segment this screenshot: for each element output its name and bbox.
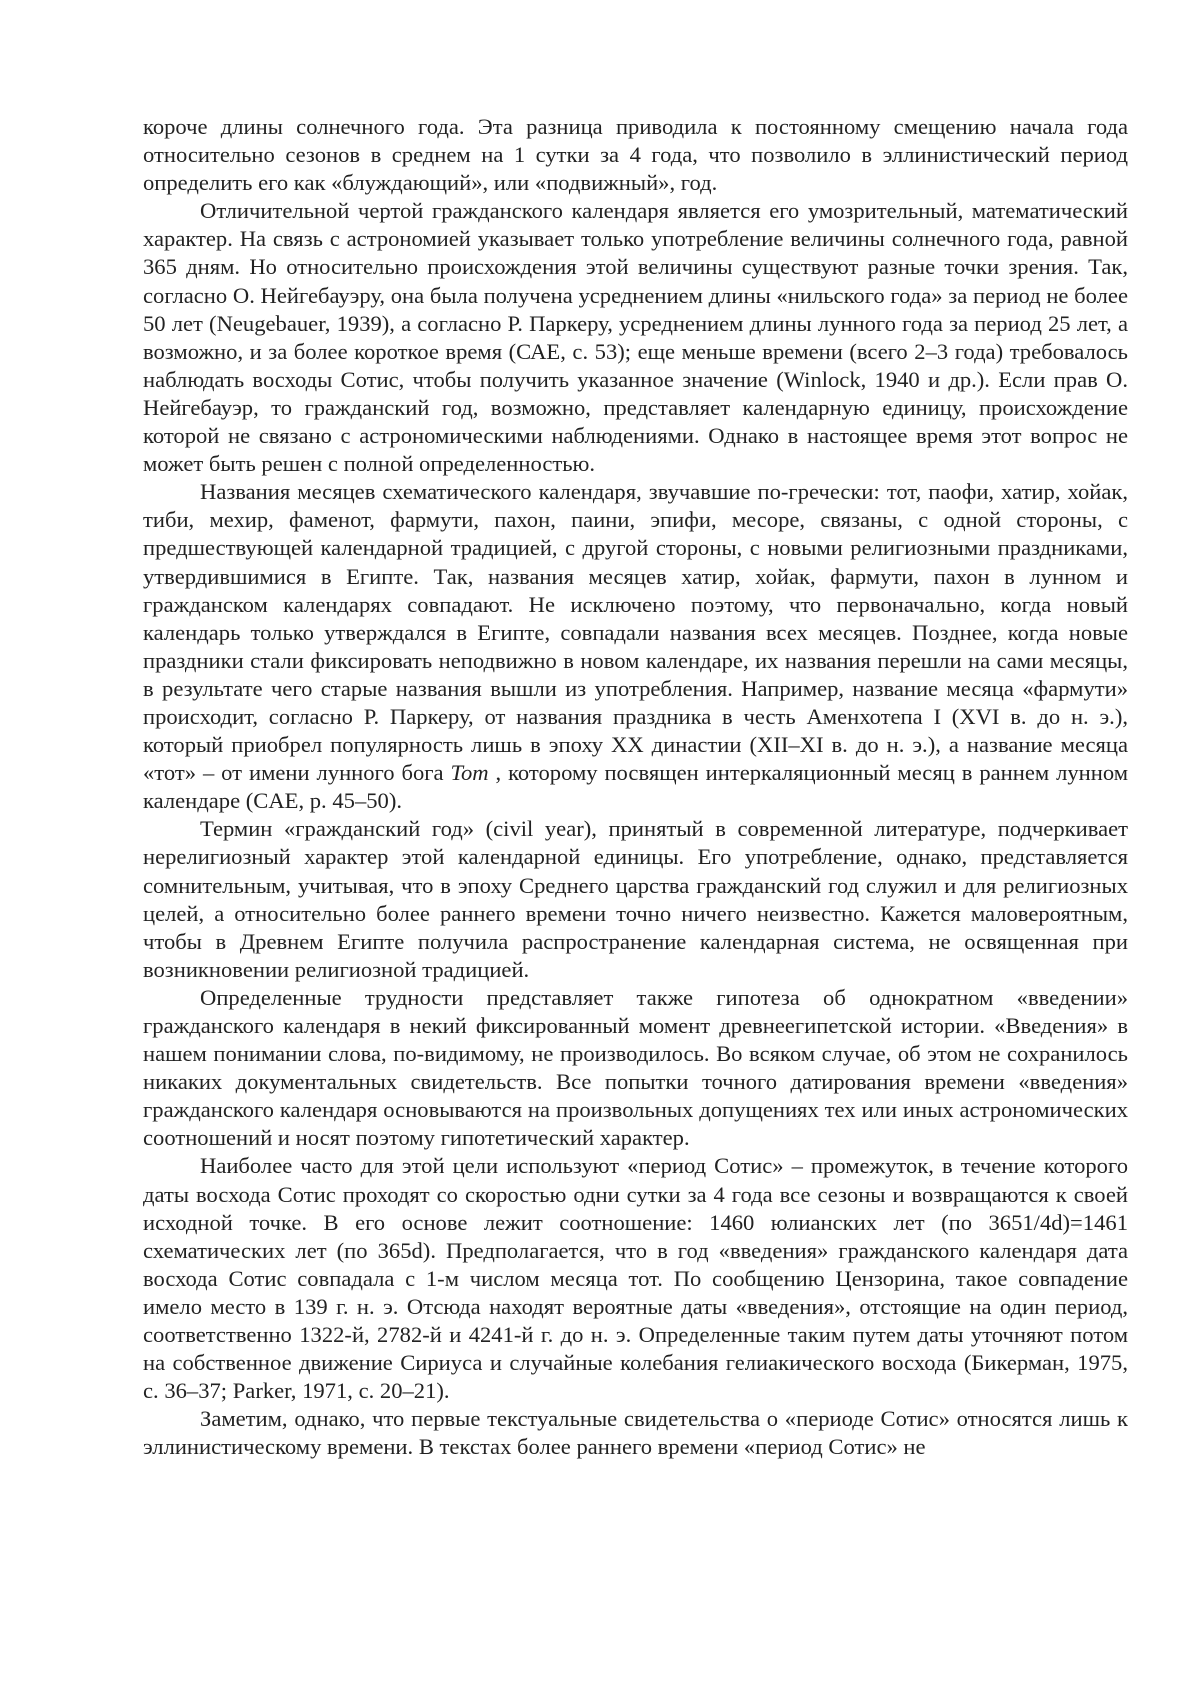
paragraph-1: короче длины солнечного года. Эта разница приводила к постоянному смещению начала года относительно сезонов в среднем на 1 сутки за 4 года, что позволило в эллинистический период определить его как «блуждающий», или «подвижный», год. — [143, 114, 1128, 196]
paragraph-3-text-before: Названия месяцев схематического календаря, звучавшие по-гречески: тот, паофи, хатир, хойак, тиби, мехир, фаменот, фармути, пахон, паини, эпифи, месоре, связаны, с одной стороны, с предшествующей календарной традицией, с другой стороны, с новыми религиозными праздниками, утвердившимися в Египте. Так, названия месяцев хатир, хойак, фармути, пахон в лунном и гражданском календарях совпадают. Не исключено поэтому, что первоначально, когда новый календарь только утверждался в Египте, совпадали названия всех месяцев. Позднее, когда новые праздники стали фиксировать неподвижно в новом календаре, их названия перешли на сами месяцы, в результате чего старые названия вышли из употребления. Например, название месяца «фармути» происходит, согласно Р. Паркеру, от названия праздника в честь Аменхотепа I (XVI в. до н. э.), который приобрел популярность лишь в эпоху XX династии (XII–XI в. до н. э.), а название месяца «тот» – от имени лунного бога — [143, 479, 1128, 786]
paragraph-3 — [143, 478, 1128, 815]
paragraph-2: Отличительной чертой гражданского календаря является его умозрительный, математический характер. На связь с астрономией указывает только употребление величины солнечного года, равной 365 дням. Но относительно происхождения этой величины существуют разные точки зрения. Так, согласно О. Нейгебауэру, она была получена усреднением длины «нильского года» за период не более 50 лет (Neugebauer, 1939), а согласно Р. Паркеру, усреднением длины лунного года за период 25 лет, а возможно, и за более короткое время (САЕ, с. 53); еще меньше времени (всего 2–3 года) требовалось наблюдать восходы Сотис, чтобы получить указанное значение (Winlock, 1940 и др.). Если прав О. Нейгебауэр, то гражданский год, возможно, представляет календарную единицу, происхождение которой не связано с астрономическими наблюдениями. Однако в настоящее время этот вопрос не может быть решен с полной определенностью. — [143, 198, 1128, 477]
paragraph-3-italic-name: Tom — [450, 760, 489, 786]
paragraph-4: Термин «гражданский год» (civil year), принятый в современной литературе, подчеркивает нерелигиозный характер этой календарной единицы. Его употребление, однако, представляется сомнительным, учитывая, что в эпоху Среднего царства гражданский год служил и для религиозных целей, а относительно более раннего времени точно ничего неизвестно. Кажется маловероятным, чтобы в Древнем Египте получила распространение календарная система, не освященная при возникновении религиозной традицией. — [143, 816, 1128, 982]
paragraph-5: Определенные трудности представляет также гипотеза об однократном «введении» гражданского календаря в некий фиксированный момент древнеегипетской истории. «Введения» в нашем понимании слова, по-видимому, не производилось. Во всяком случае, об этом не сохранилось никаких документальных свидетельств. Все попытки точного датирования времени «введения» гражданского календаря основываются на произвольных допущениях тех или иных астрономических соотношений и носят поэтому гипотетический характер. — [143, 984, 1128, 1151]
document-page — [143, 113, 1128, 1462]
paragraph-3-text-after: , которому посвящен интеркаляционный месяц в раннем лунном календаре (CAE, p. 45–50). — [143, 760, 1128, 814]
paragraph-7: Заметим, однако, что первые текстуальные свидетельства о «периоде Сотис» относятся лишь к эллинистическому времени. В текстах более раннего времени «период Сотис» не — [143, 1406, 1128, 1460]
paragraph-6: Наиболее часто для этой цели используют «период Сотис» – промежуток, в течение которого даты восхода Сотис проходят со скоростью одни сутки за 4 года все сезоны и возвращаются к своей исходной точке. В его основе лежит соотношение: 1460 юлианских лет (по 3651/4d)=1461 схематических лет (по 365d). Предполагается, что в год «введения» гражданского календаря дата восхода Сотис совпадала с 1-м числом месяца тот. По сообщению Цензорина, такое совпадение имело место в 139 г. н. э. Отсюда находят вероятные даты «введения», отстоящие на один период, соответственно 1322-й, 2782-й и 4241-й г. до н. э. Определенные таким путем даты уточняют потом на собственное движение Сириуса и случайные колебания гелиакического восхода (Бикерман, 1975, с. 36–37; Parker, 1971, с. 20–21). — [143, 1153, 1128, 1404]
